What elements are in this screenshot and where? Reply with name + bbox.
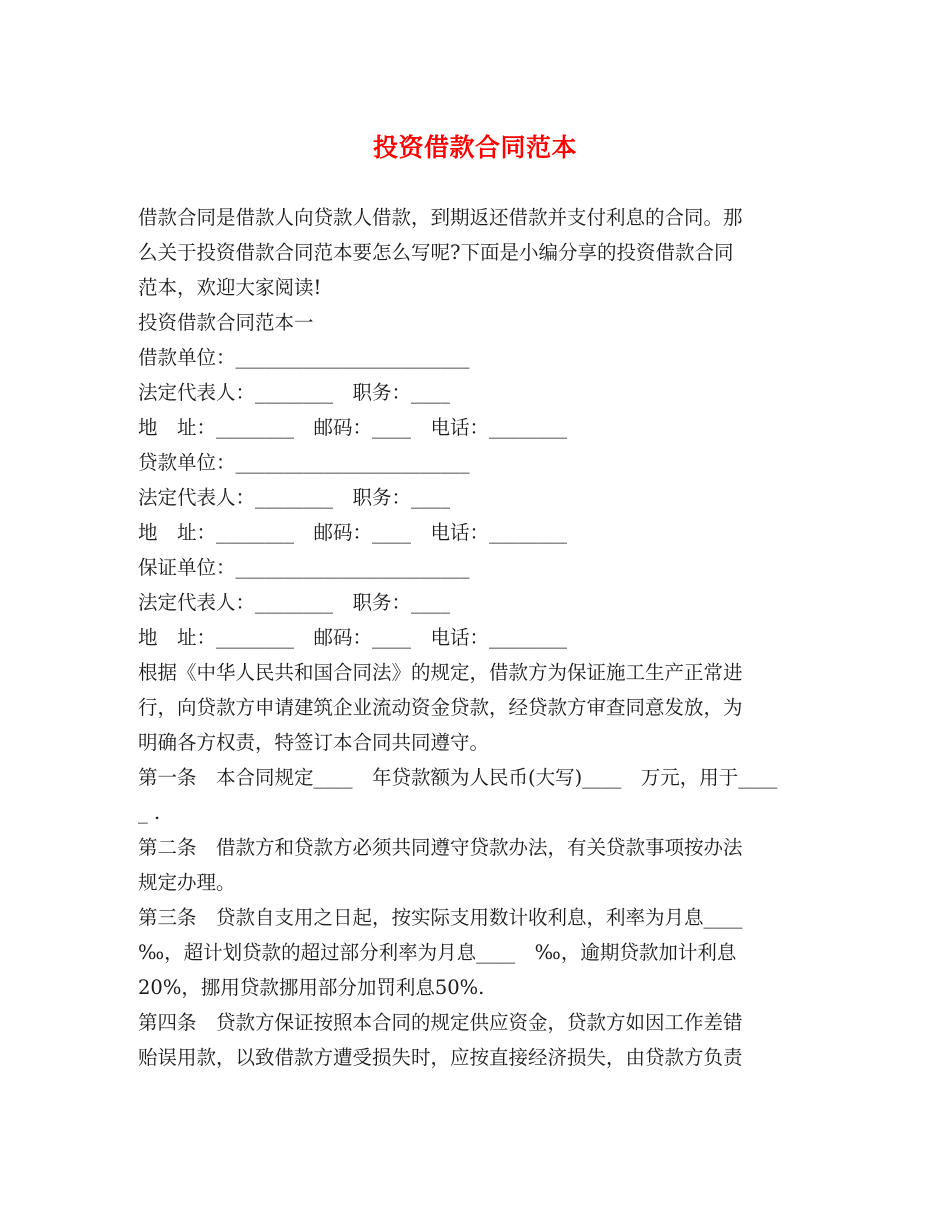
preamble-line-3: 明确各方权责，特签订本合同共同遵守。 <box>138 731 490 754</box>
article-3-line-1: 第三条 贷款自支用之日起，按实际支用数计收利息，利率为月息____ <box>138 906 743 929</box>
borrower-address-field: 地 址：________ 邮码：____ 电话：________ <box>138 416 568 439</box>
document-body <box>138 200 814 1075</box>
borrower-unit-field: 借款单位：________________________ <box>138 346 470 369</box>
article-4-line-1: 第四条 贷款方保证按照本合同的规定供应资金，贷款方如因工作差错 <box>138 1011 743 1034</box>
lender-representative-field: 法定代表人：________ 职务：____ <box>138 486 451 509</box>
guarantor-address-field: 地 址：________ 邮码：____ 电话：________ <box>138 626 568 649</box>
article-1-line-2: _ . <box>138 801 161 824</box>
preamble-line-1: 根据《中华人民共和国合同法》的规定，借款方为保证施工生产正常进 <box>138 661 743 684</box>
lender-address-field: 地 址：________ 邮码：____ 电话：________ <box>138 521 568 544</box>
document-title: 投资借款合同范本 <box>372 133 577 162</box>
preamble-line-2: 行，向贷款方申请建筑企业流动资金贷款，经贷款方审查同意发放，为 <box>138 696 743 719</box>
article-1-line-1: 第一条 本合同规定____ 年贷款额为人民币(大写)____ 万元，用于____ <box>138 766 778 789</box>
guarantor-unit-field: 保证单位：________________________ <box>138 556 470 579</box>
article-3-line-2: ‰，超计划贷款的超过部分利率为月息____ ‰，逾期贷款加计利息 <box>138 941 737 964</box>
intro-line-1: 借款合同是借款人向贷款人借款，到期返还借款并支付利息的合同。那 <box>138 206 743 229</box>
intro-line-2: 么关于投资借款合同范本要怎么写呢?下面是小编分享的投资借款合同 <box>138 241 734 264</box>
section-heading: 投资借款合同范本一 <box>138 311 314 334</box>
guarantor-representative-field: 法定代表人：________ 职务：____ <box>138 591 451 614</box>
borrower-representative-field: 法定代表人：________ 职务：____ <box>138 381 451 404</box>
article-2-line-2: 规定办理。 <box>138 871 236 894</box>
lender-unit-field: 贷款单位：________________________ <box>138 451 470 474</box>
article-2-line-1: 第二条 借款方和贷款方必须共同遵守贷款办法，有关贷款事项按办法 <box>138 836 743 859</box>
intro-line-3: 范本，欢迎大家阅读! <box>138 276 322 299</box>
article-3-line-3: 20%，挪用贷款挪用部分加罚利息50%. <box>138 976 485 999</box>
article-4-line-2: 贻误用款，以致借款方遭受损失时，应按直接经济损失，由贷款方负责 <box>138 1046 743 1069</box>
